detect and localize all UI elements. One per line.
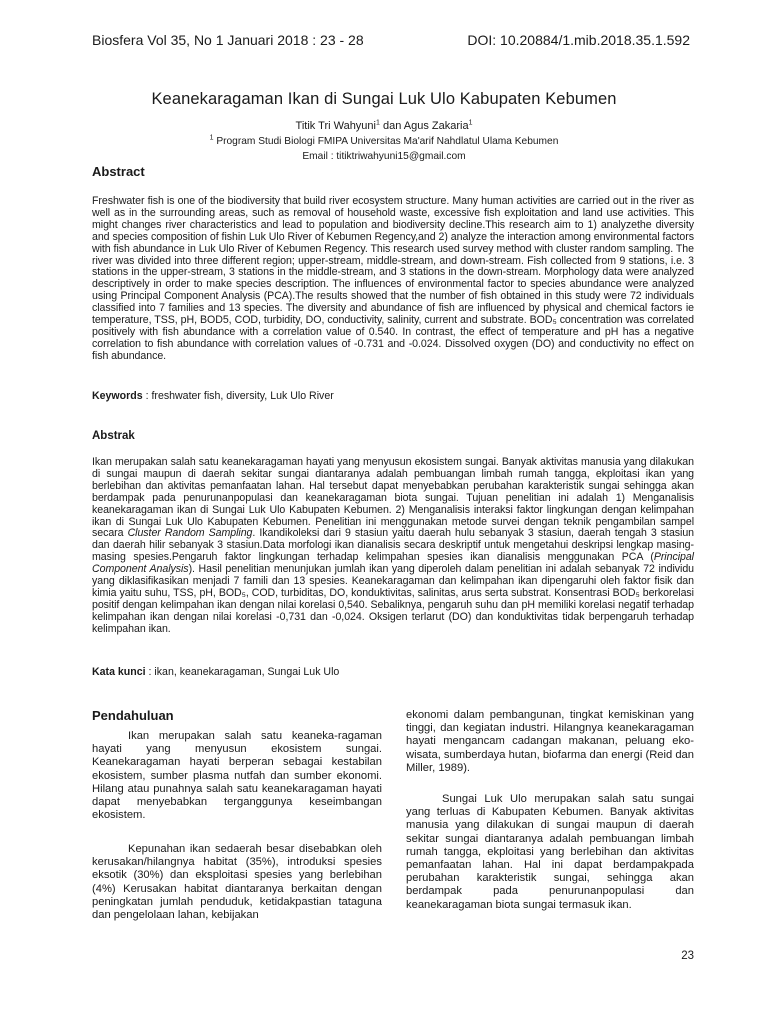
pendahuluan-paragraph: Ikan merupakan salah satu keaneka-ragaman hayati yang menyusun ekosistem sungai. Keanekaragaman hayati berperan sebagai kestabilan ekosistem, sumber plasma nutfah dan sumber ekonomi. Hilang atau punahnya salah satu keanekaragaman hayati dapat menyebabkan terganggunya keseimbangan ekosistem. [92,730,382,822]
author-2-affil-mark: 1 [468,119,473,127]
author-2: dan Agus Zakaria [379,120,469,132]
keywords-label: Keywords [92,390,143,402]
kata-kunci-text: : ikan, keanekaragaman, Sungai Luk Ulo [145,666,340,678]
kata-kunci [92,666,339,678]
abstrak-part-2: . Ikandikoleksi dari 9 stasiun yaitu daerah hulu sebanyak 3 stasiun, daerah tengah 3 stasiun dan daerah hilir sebanyak 3 stasiun.Data morfologi ikan dianalisis secara deskriptif untuk mengetahui deskripsi lengkap masing-masing spesies.Pengaruh faktor lingkungan terhadap kelimpahan spesies ikan dianalisis menggunakan PCA ( [92,527,695,564]
abstract-heading: Abstract [92,164,145,179]
abstrak-part-1: Ikan merupakan salah satu keanekaragaman hayati yang menyusun ekosistem sungai. Banyak aktivitas manusia yang dilakukan di sungai maupun di daerah sekitar sungai diantaranya adalah pembuangan limbah rumah tangga, ekploitasi ikan yang berlebihan dan aktivitas pemanfaatan lahan. Hal tersebut dapat menyebabkan perubahan karakteristik sungai sehingga akan berdampak pada penurunanpopulasi dan keanekaragaman biota sungai. Tujuan penelitian ini adalah 1) Menganalisis keanekaragaman ikan di Sungai Luk Ulo Kabupaten Kebumen. 2) Menganalisis interaksi faktor lingkungan dengan kelimpahan ikan di Sungai Luk Ulo Kabupaten Kebumen. Penelitian ini menggunakan metode survei dengan teknik pengambilan sampel secara [92,456,694,540]
abstrak-part-3: ). Hasil penelitian menunjukan jumlah ikan yang diperoleh dalam penelitian ini adalah sebanyak 72 individu yang diklasifikasikan menjadi 7 famili dan 13 spesies. Keanekaragaman dan kelimpahan ikan dipengaruhi oleh faktor fisik dan kimia yaitu suhu, TSS, pH, BOD₅, COD, turbiditas, DO, konduktivitas, salinitas, arus serta substrat. Konsentrasi BOD₅ berkorelasi positif dengan kelimpahan ikan dengan nilai korelasi 0,540. Sebaliknya, pengaruh suhu dan pH memiliki korelasi negatif terhadap kelimpahan ikan dengan nilai korelasi -0,731 dan -0,024. Oksigen terlarut (DO) dan konduktivitas tidak berpengaruh terhadap kelimpahan ikan. [92,563,695,635]
pendahuluan-paragraph: Kepunahan ikan sedaerah besar disebabkan oleh kerusakan/hilangnya habitat (35%), introduksi spesies eksotik (30%) dan eksploitasi spesies yang berlebihan (4%) Kerusakan habitat diantaranya berkaitan dengan peningkatan jumlah penduduk, ketidakpastian tataguna dan pengelolaan lahan, kebijakan [92,843,382,922]
journal-citation: Biosfera Vol 35, No 1 Januari 2018 : 23 - 28 [92,32,364,48]
kata-kunci-label: Kata kunci [92,666,146,678]
pendahuluan-left-column-1 [92,730,382,822]
authors [0,120,768,132]
paper-title: Keanekaragaman Ikan di Sungai Luk Ulo Kabupaten Kebumen [151,90,617,108]
keywords [92,390,334,402]
affiliation-text: Program Studi Biologi FMIPA Universitas Ma'arif Nahdlatul Ulama Kebumen [213,136,559,147]
abstrak-italic-2: Principal Component Analysis [92,551,694,576]
pendahuluan-heading: Pendahuluan [92,708,174,723]
pendahuluan-right-column-1 [406,709,694,775]
doi: DOI: 10.20884/1.mib.2018.35.1.592 [467,32,690,48]
pendahuluan-paragraph: Sungai Luk Ulo merupakan salah satu sungai yang terluas di Kabupaten Kebumen. Banyak aktivitas manusia yang dilakukan di sungai maupun di daerah sekitar sungai diantaranya adalah pembuangan limbah rumah tangga, ekploitasi yang berlebihan dan aktivitas pemanfaatan lahan. Hal ini dapat berdampakpada perubahan karakteristik sungai, sehingga akan berdampak pada penurunanpopulasi dan keanekaragaman biota sungai termasuk ikan. [406,793,694,911]
abstrak-text [92,457,694,636]
keywords-text: : freshwater fish, diversity, Luk Ulo River [142,390,334,402]
affiliation [0,136,768,147]
abstrak-heading: Abstrak [92,430,135,442]
pendahuluan-left-column-2 [92,843,382,922]
pendahuluan-right-column-2 [406,793,694,912]
affiliation-mark: 1 [209,134,214,142]
page-number: 23 [681,950,694,962]
email: Email : titiktriwahyuni15@gmail.com [302,151,466,162]
pendahuluan-paragraph: ekonomi dalam pembangunan, tingkat kemiskinan yang tinggi, dan kegiatan industri. Hilangnya keanekaragaman hayati mengancam cadangan makanan, peluang eko-wisata, sumberdaya hutan, biofarma dan energi (Reid dan Miller, 1989). [406,709,694,774]
author-1-affil-mark: 1 [376,119,380,127]
author-1: Titik Tri Wahyuni [295,120,376,132]
abstract-text: Freshwater fish is one of the biodiversity that build river ecosystem structure. Many human activities are carried out in the river as well as in the surrounding areas, such as removal of household waste, excessive fish exploitation and land use activities. This might changes river characteristics and lead to population and biodiversity decline.This research aim to 1) analyzethe diversity and species composition of fishin Luk Ulo River of Kebumen Regency,and 2) analyze the interaction among environmental factors with fish abundance in Luk Ulo River of Kebumen Regency. This research used survey method with cluster random sampling. The river was divided into three different region; upper-stream, middle-stream, and down-stream. Fish collected from 9 stations, i.e. 3 stations in the upper-stream, 3 stations in the middle-stream, and 3 stations in the down-stream. Morphology data were analyzed descriptively in order to make species description. The influences of environmental factor to species abundance were analyzed using Principal Component Analysis (PCA).The results showed that the number of fish obtained in this study were 72 individuals classified into 7 families and 13 species. The diversity and abundance of fish are influenced by physical and chemical factors ie temperature, TSS, pH, BOD5, COD, turbidity, DO, conductivity, salinity, current and substrate. BOD₅ concentration was correlated positively with fish abundance with a correlation value of 0.540. In contrast, the effect of temperature and pH has a negative correlation to fish abundance with correlation values of -0.731 and -0.024. Dissolved oxygen (DO) and conductivity no effect on fish abundance. [92,195,694,362]
abstrak-italic-1: Cluster Random Sampling [127,527,253,540]
